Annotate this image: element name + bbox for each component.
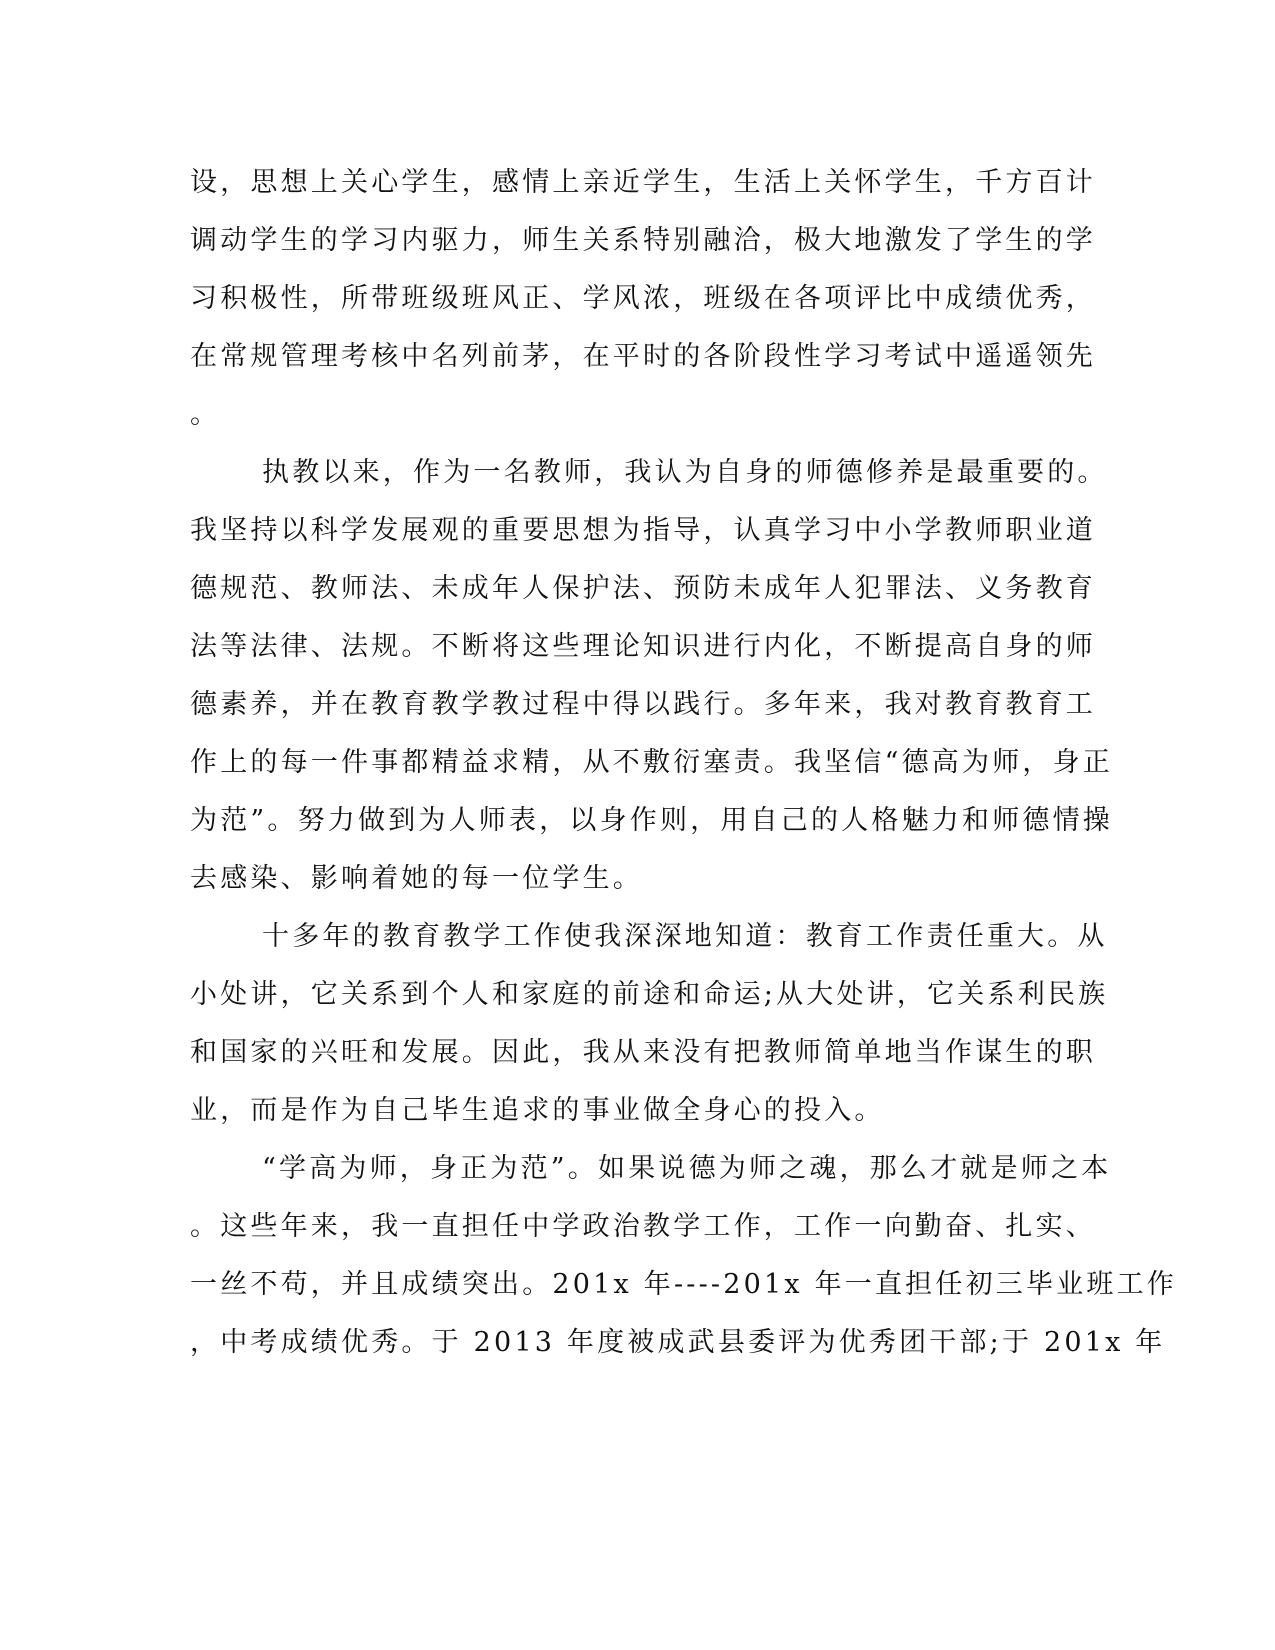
text-line: 法等法律、法规。不断将这些理论知识进行内化，不断提高自身的师 [190, 631, 1096, 662]
text-line: 作上的每一件事都精益求精，从不敷衍塞责。我坚信“德高为师，身正 [190, 747, 1114, 778]
paragraph-start-line: 十多年的教育教学工作使我深深地知道：教育工作责任重大。从 [262, 921, 1108, 952]
text-line: 德规范、教师法、未成年人保护法、预防未成年人犯罪法、义务教育 [190, 573, 1096, 604]
text-line: 一丝不苟，并且成绩突出。201x 年----201x 年一直担任初三毕业班工作 [190, 1269, 1177, 1300]
text-line: ，中考成绩优秀。于 2013 年度被成武县委评为优秀团干部;于 201x 年 [190, 1327, 1166, 1358]
text-line: 和国家的兴旺和发展。因此，我从来没有把教师简单地当作谋生的职 [190, 1037, 1096, 1068]
text-line: 设，思想上关心学生，感情上亲近学生，生活上关怀学生，千方百计 [190, 167, 1096, 198]
text-line: 为范”。努力做到为人师表，以身作则，用自己的人格魅力和师德情操 [190, 805, 1114, 836]
paragraph-start-line: 执教以来，作为一名教师，我认为自身的师德修养是最重要的。 [262, 457, 1108, 488]
text-line: 去感染、影响着她的每一位学生。 [190, 863, 643, 894]
text-line: 在常规管理考核中名列前茅，在平时的各阶段性学习考试中遥遥领先 [190, 341, 1096, 372]
text-line: 。 [190, 399, 221, 430]
text-line: 业，而是作为自己毕生追求的事业做全身心的投入。 [190, 1095, 885, 1126]
text-line: 小处讲，它关系到个人和家庭的前途和命运;从大处讲，它关系利民族 [190, 979, 1109, 1010]
text-line: 调动学生的学习内驱力，师生关系特别融洽，极大地激发了学生的学 [190, 225, 1096, 256]
paragraph-start-line: “学高为师，身正为范”。如果说德为师之魂，那么才就是师之本 [262, 1153, 1112, 1184]
text-line: 。这些年来，我一直担任中学政治教学工作，工作一向勤奋、扎实、 [190, 1211, 1096, 1242]
text-line: 习积极性，所带班级班风正、学风浓，班级在各项评比中成绩优秀， [190, 283, 1096, 314]
text-line: 德素养，并在教育教学教过程中得以践行。多年来，我对教育教育工 [190, 689, 1096, 720]
text-line: 我坚持以科学发展观的重要思想为指导，认真学习中小学教师职业道 [190, 515, 1096, 546]
